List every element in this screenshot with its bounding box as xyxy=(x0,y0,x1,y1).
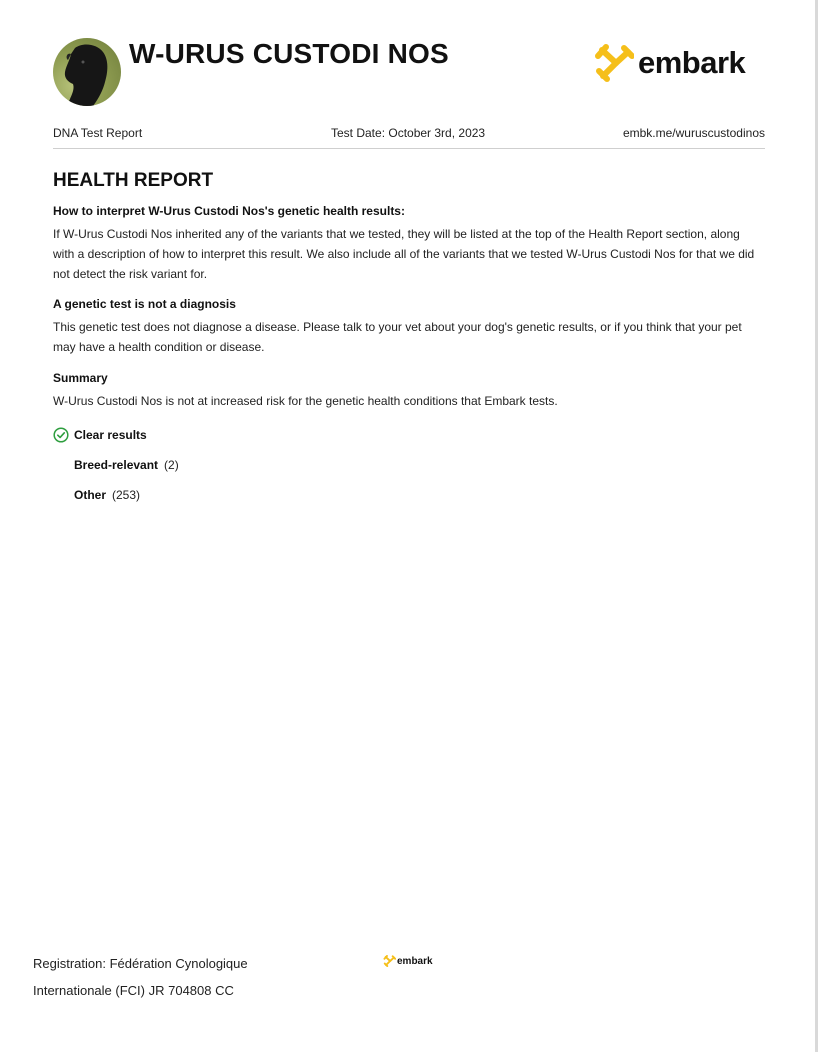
interpret-heading: How to interpret W-Urus Custodi Nos's genetic health results: xyxy=(53,204,405,218)
test-date: Test Date: October 3rd, 2023 xyxy=(331,126,486,140)
clear-results-label: Clear results xyxy=(74,428,147,442)
embark-logo-text: embark xyxy=(638,45,746,80)
dog-name-title: W-URUS CUSTODI NOS xyxy=(129,38,449,69)
interpret-body: If W-Urus Custodi Nos inherited any of the variants that we tested, they will be listed at the top of the Health Report section, along with a description of how to interpret this result. We also include all of the variants that we tested W-Urus Custodi Nos for that we did not detect the risk variant for. xyxy=(53,227,755,281)
summary-body: W-Urus Custodi Nos is not at increased risk for the genetic health conditions that Embark tests. xyxy=(53,394,558,408)
summary-heading: Summary xyxy=(53,371,108,385)
breed-relevant-label: Breed-relevant xyxy=(74,458,159,472)
header-divider xyxy=(53,148,765,149)
breed-relevant-count: (2) xyxy=(164,458,179,472)
summary-section xyxy=(53,371,763,411)
clear-results-row xyxy=(53,427,147,443)
breed-relevant-row[interactable] xyxy=(74,458,179,472)
footer-registration xyxy=(33,950,273,1004)
diagnosis-heading: A genetic test is not a diagnosis xyxy=(53,297,236,311)
check-circle-icon xyxy=(53,427,69,443)
embark-logo-icon xyxy=(594,44,634,82)
other-label: Other xyxy=(74,488,107,502)
footer-logo-text: embark xyxy=(397,955,433,967)
report-type: DNA Test Report xyxy=(53,126,143,140)
profile-link[interactable]: embk.me/wuruscustodinos xyxy=(622,126,765,140)
registration-line-2: Internationale (FCI) JR 704808 CC xyxy=(33,983,234,998)
embark-logo xyxy=(594,44,745,82)
embark-logo-small-icon xyxy=(383,955,396,967)
registration-line-1: Registration: Fédération Cynologique xyxy=(33,956,248,971)
diagnosis-body: This genetic test does not diagnose a disease. Please talk to your vet about your dog's genetic results, or if you think that your pet may have a health condition or disease. xyxy=(53,320,742,354)
other-count: (253) xyxy=(112,488,141,502)
interpret-section xyxy=(53,204,763,284)
diagnosis-section xyxy=(53,297,763,357)
health-report-title: HEALTH REPORT xyxy=(53,170,214,191)
dog-avatar xyxy=(53,38,121,106)
other-row[interactable] xyxy=(74,488,140,502)
footer-embark-logo xyxy=(383,955,433,967)
